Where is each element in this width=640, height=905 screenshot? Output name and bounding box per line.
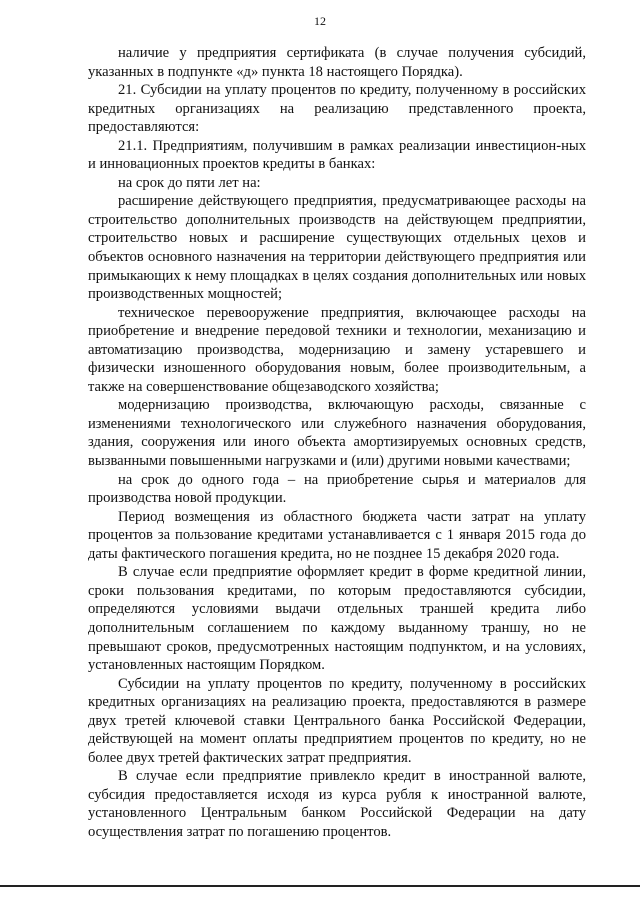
paragraph: 21.1. Предприятиям, получившим в рамках реализации инвестицион-ных и инновационных проектов кредиты в банках: xyxy=(88,137,586,173)
paragraph: В случае если предприятие привлекло кредит в иностранной валюте, субсидия предоставляется исходя из курса рубля к иностранной валюте, установленного Центральным банком Российской Федерации на дату осуществления затрат по погашению процентов. xyxy=(88,768,586,840)
paragraph: 21. Субсидии на уплату процентов по кредиту, полученному в российских кредитных организациях на реализацию представленного проекта, предоставляются: xyxy=(88,82,586,136)
bottom-scan-edge xyxy=(0,885,640,887)
paragraph: расширение действующего предприятия, предусматривающее расходы на строительство дополнительных производств на действующем предприятии, строительство новых и расширение существующих отдельных цехов и объектов основного назначения на территории действующего предприятия или примыкающих к нему площадках в целях создания дополнительных или новых производственных мощностей; xyxy=(88,193,586,303)
document-body xyxy=(88,44,586,842)
paragraph: В случае если предприятие оформляет кредит в форме кредитной линии, сроки пользования кредитами, по которым предоставляются субсидии, определяются условиями выдачи отдельных траншей кредита либо дополнительным соглашением по каждому выданному траншу, но не превышают сроков, предусмотренных настоящим подпунктом, и на условиях, установленных настоящим Порядком. xyxy=(88,564,586,674)
paragraph: техническое перевооружение предприятия, включающее расходы на приобретение и внедрение передовой техники и технологии, механизацию и автоматизацию производства, модернизацию и замену устаревшего и физически изношенного оборудования новым, более производительным, а также на совершенствование общезаводского хозяйства; xyxy=(88,304,586,395)
page-number: 12 xyxy=(314,14,326,28)
paragraph: на срок до одного года – на приобретение сырья и материалов для производства новой продукции. xyxy=(88,471,586,507)
paragraph: Период возмещения из областного бюджета части затрат на уплату процентов за пользование кредитами устанавливается с 1 января 2015 года до даты фактического погашения кредита, но не позднее 15 декабря 2020 года. xyxy=(88,508,586,562)
paragraph: Субсидии на уплату процентов по кредиту, полученному в российских кредитных организациях на реализацию проекта, предоставляются в размере двух третей ключевой ставки Центрального банка Российской Федерации, действующей на момент оплаты предприятием процентов по кредиту, но не более двух третей фактических затрат предприятия. xyxy=(88,675,586,766)
paragraph: на срок до пяти лет на: xyxy=(118,174,261,191)
paragraph: наличие у предприятия сертификата (в случае получения субсидий, указанных в подпункте «д» пункта 18 настоящего Порядка). xyxy=(88,45,586,80)
paragraph: модернизацию производства, включающую расходы, связанные с изменениями технологического или служебного назначения оборудования, здания, сооружения или иного объекта амортизируемых основных средств, вызванными повышенными нагрузками и (или) другими новыми качествами; xyxy=(88,397,586,470)
